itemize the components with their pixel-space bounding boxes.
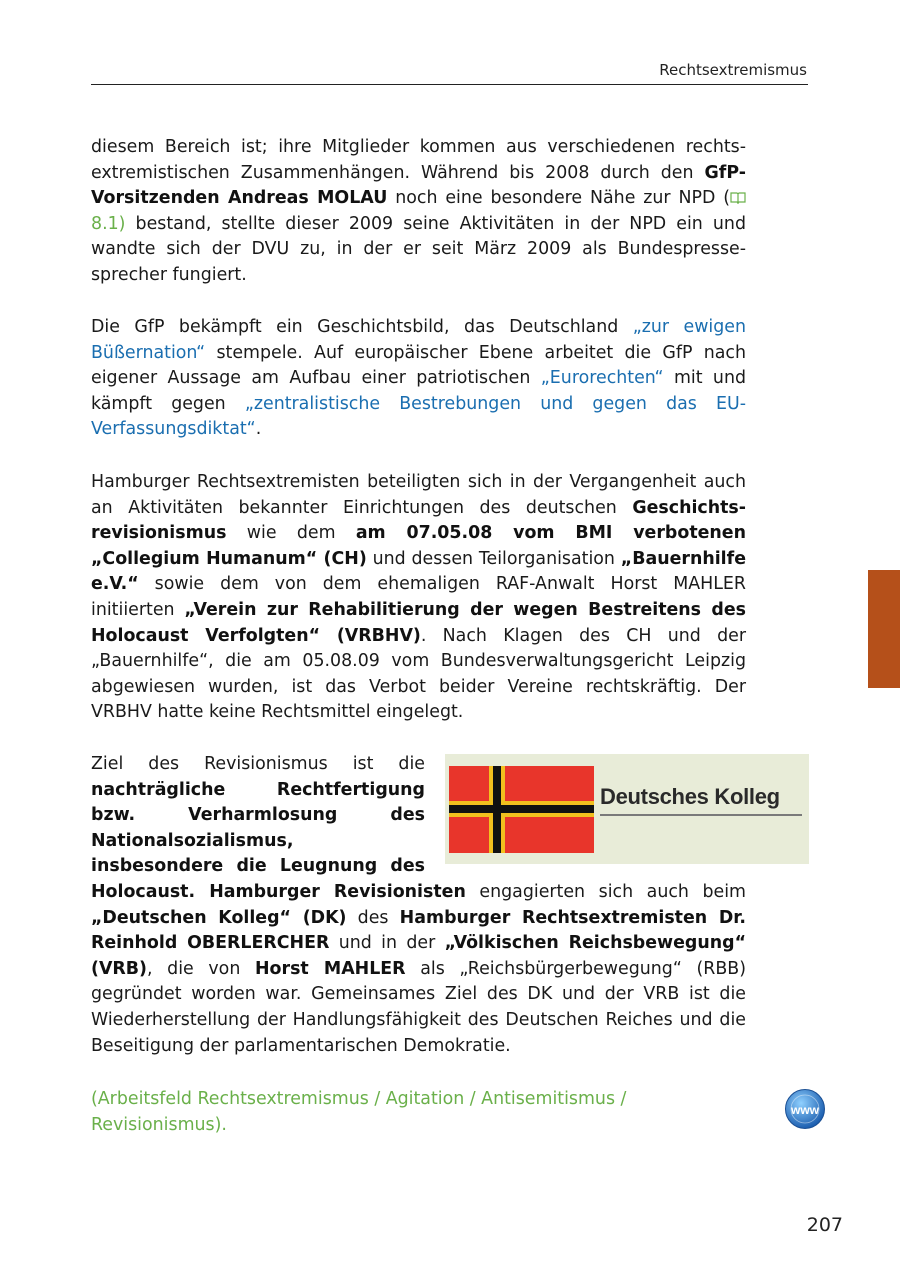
www-icon[interactable] [784, 1088, 826, 1130]
header-rule [91, 84, 808, 85]
image-underline [600, 814, 802, 816]
book-icon [730, 191, 746, 204]
running-header: Rechtsextremismus [659, 61, 807, 79]
flag-logo-icon [449, 766, 594, 853]
image-label: Deutsches Kolleg [600, 784, 780, 809]
quote-link-3[interactable]: „zentralistische Bestrebungen und gegen das EU-Verfassungsdiktat“ [91, 393, 746, 440]
svg-text:www: www [790, 1103, 820, 1117]
footer-link[interactable]: (Arbeitsfeld Rechtsextremismus / Agitation / Antisemitismus / Revisionismus). [91, 1089, 627, 1135]
page-number: 207 [806, 1214, 843, 1236]
quote-link-1[interactable]: „zur ewigen Büßernation“ [91, 317, 747, 363]
cross-reference-link[interactable]: 8.1) [91, 188, 746, 234]
deutsches-kolleg-image [445, 754, 809, 864]
paragraph-4: Deutsches Kolleg Ziel des Revisionismus ist die nachträgliche Rechtfertigung bzw. Verharmlosung des Nationalsozialismus, insbesondere die Leugnung des Holocaust. Hamburger Revisionisten engagierten sich auch beim „Deutschen Kolleg“ (DK) des Hamburger Rechtsextremisten Dr. Reinhold OBERLERCHER und in der „Völkischen Reichsbewegung“ (VRB), die von Horst MAHLER als „Reichsbürgerbewegung“ (RBB) gegründet worden war. Gemeinsames Ziel des DK und der VRB ist die Wiederherstellung der Handlungsfähigkeit des Deutschen Reiches und die Beseitigung der parlamentarischen Demokratie. [91, 752, 746, 1059]
chapter-tab [868, 570, 900, 688]
quote-link-2[interactable]: „Eurorechten“ [540, 368, 664, 389]
paragraph-3: Hamburger Rechtsextremisten beteiligten sich in der Vergangenheit auch an Aktivitäten bekannter Einrichtungen des deutschen Geschichts-revisionismus wie dem am 07.05.08 vom BMI verbotenen „Collegium Humanum“ (CH) und dessen Teilorganisation „Bauernhilfe e.V.“ sowie dem von dem ehemaligen RAF-Anwalt Horst MAHLER initiierten „Verein zur Rehabilitierung der wegen Bestreitens des Holocaust Verfolgten“ (VRBHV). Nach Klagen des CH und der „Bauernhilfe“, die am 05.08.09 vom Bundesverwaltungsgericht Leipzig abgewiesen wurden, ist das Verbot beider Vereine rechtskräftig. Der VRBHV hatte keine Rechtsmittel eingelegt. [91, 472, 746, 723]
paragraph-2: Die GfP bekämpft ein Geschichtsbild, das Deutschland „zur ewigen Büßernation“ stempele. Auf europäischer Ebene arbeitet die GfP nach eigener Aussage am Aufbau einer patriotischen „Eurorechten“ mit und kämpft gegen „zentralistische Bestrebungen und gegen das EU-Verfassungsdiktat“. [91, 317, 747, 440]
paragraph-1: diesem Bereich ist; ihre Mitglieder kommen aus verschiedenen rechts-extremistischen Zusammenhängen. Während bis 2008 durch den GfP-Vorsitzenden Andreas MOLAU noch eine besondere Nähe zur NPD (8.1) bestand, stellte dieser 2009 seine Aktivitäten in der NPD ein und wandte sich der DVU zu, in der er seit März 2009 als Bundespresse-sprecher fungiert. [91, 137, 746, 285]
